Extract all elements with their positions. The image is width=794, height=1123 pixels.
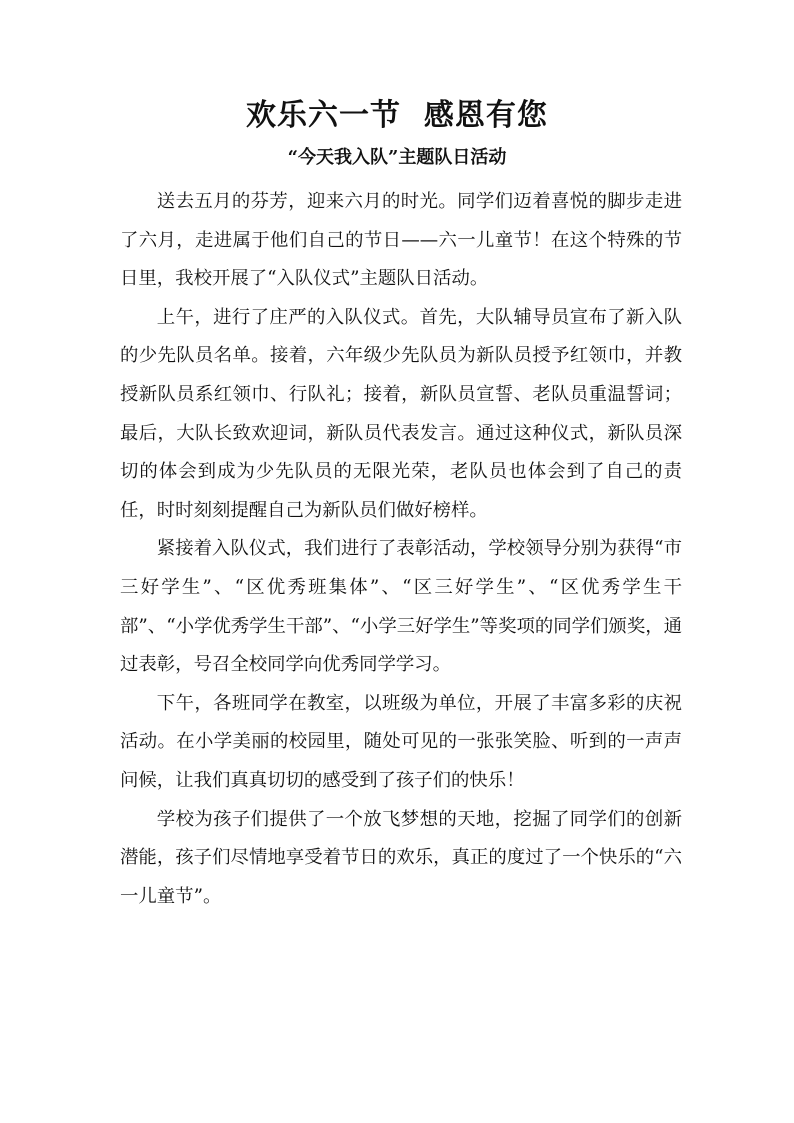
- document-body: [120, 183, 682, 916]
- paragraph: 送去五月的芬芳，迎来六月的时光。同学们迈着喜悦的脚步走进了六月，走进属于他们自己的节日——六一儿童节！在这个特殊的节日里，我校开展了“入队仪式”主题队日活动。: [120, 191, 682, 290]
- document-subtitle: “今天我入队”主题队日活动: [287, 147, 507, 168]
- paragraph: 学校为孩子们提供了一个放飞梦想的天地，挖掘了同学们的创新潜能，孩子们尽情地享受着节日的欢乐，真正的度过了一个快乐的“六一儿童节”。: [120, 808, 682, 907]
- paragraph: 紧接着入队仪式，我们进行了表彰活动，学校领导分别为获得“市三好学生”、“区优秀班集体”、“区三好学生”、“区优秀学生干部”、“小学优秀学生干部”、“小学三好学生”等奖项的同学们颁奖，通过表彰，号召全校同学向优秀同学学习。: [120, 538, 682, 676]
- paragraph: 下午，各班同学在教室，以班级为单位，开展了丰富多彩的庆祝活动。在小学美丽的校园里，随处可见的一张张笑脸、听到的一声声问候，让我们真真切切的感受到了孩子们的快乐！: [120, 692, 682, 791]
- document-title: 欢乐六一节 感恩有您: [246, 98, 548, 133]
- paragraph: 上午，进行了庄严的入队仪式。首先，大队辅导员宣布了新入队的少先队员名单。接着，六年级少先队员为新队员授予红领巾，并教授新队员系红领巾、行队礼；接着，新队员宣誓、老队员重温誓词；最后，大队长致欢迎词，新队员代表发言。通过这种仪式，新队员深切的体会到成为少先队员的无限光荣，老队员也体会到了自己的责任，时时刻刻提醒自己为新队员们做好榜样。: [120, 306, 682, 521]
